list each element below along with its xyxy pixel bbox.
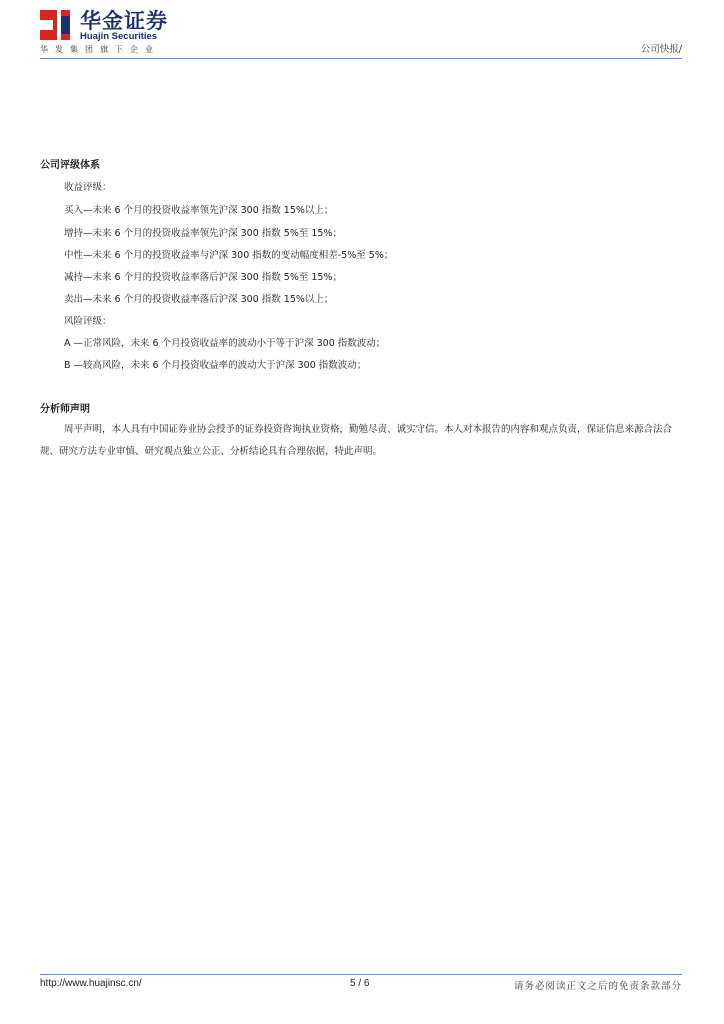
rating-item-underweight: 减持—未来 6 个月的投资收益率落后沪深 300 指数 5%至 15%； (64, 272, 342, 283)
footer-divider (40, 974, 682, 975)
rating-system-title: 公司评级体系 (40, 160, 100, 171)
rating-item-buy: 买入—未来 6 个月的投资收益率领先沪深 300 指数 15%以上； (64, 205, 334, 216)
risk-rating-label: 风险评级： (64, 316, 112, 327)
logo-chinese-name: 华金证券 (80, 9, 168, 33)
page-header (40, 8, 682, 60)
risk-item-a: A —正常风险，未来 6 个月投资收益率的波动小于等于沪深 300 指数波动； (64, 338, 386, 349)
footer-website-link[interactable]: http://www.huajinsc.cn/ (40, 978, 142, 989)
report-type: 公司快报/ (640, 44, 682, 55)
rating-item-sell: 卖出—未来 6 个月的投资收益率落后沪深 300 指数 15%以上； (64, 294, 334, 305)
page-number: 5 / 6 (350, 978, 370, 989)
risk-item-b: B —较高风险，未来 6 个月投资收益率的波动大于沪深 300 指数波动； (64, 360, 367, 371)
header-divider (40, 58, 682, 59)
rating-item-neutral: 中性—未来 6 个月的投资收益率与沪深 300 指数的变动幅度相差-5%至 5%； (64, 250, 394, 261)
rating-item-overweight: 增持—未来 6 个月的投资收益率领先沪深 300 指数 5%至 15%； (64, 228, 342, 239)
company-tagline: 华发集团旗下企业 (40, 45, 160, 54)
huajin-logo-icon (40, 10, 70, 40)
logo-english-name: Huajin Securities (80, 31, 158, 42)
disclaimer-note: 请务必阅读正文之后的免责条款部分 (513, 981, 682, 992)
analyst-statement-title: 分析师声明 (40, 404, 90, 415)
return-rating-label: 收益评级： (64, 182, 112, 193)
analyst-statement-text: 周平声明，本人具有中国证券业协会授予的证券投资咨询执业资格，勤勉尽责、诚实守信。本人对本报告的内容和观点负责，保证信息来源合法合规、研究方法专业审慎、研究观点独立公正、分析结论具有合理依据，特此声明。 (40, 424, 673, 457)
